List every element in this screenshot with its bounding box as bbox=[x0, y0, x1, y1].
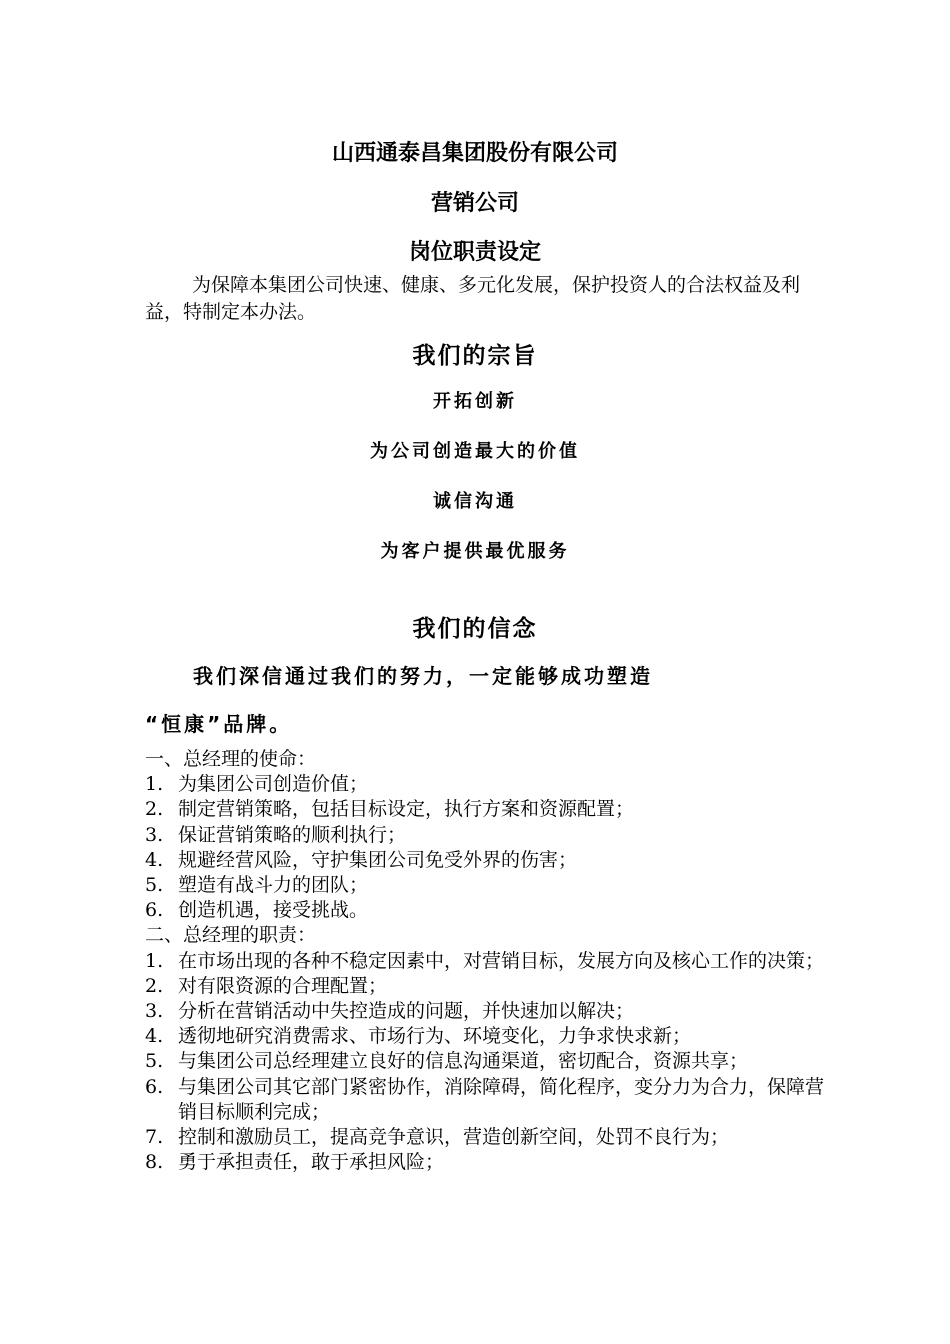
purpose-line-4: 为客户提供最优服务 bbox=[380, 541, 570, 562]
duty-item: 2. 对有限资源的合理配置； bbox=[145, 974, 388, 997]
duty-item: 4. 透彻地研究消费需求、市场行为、环境变化，力争求快求新； bbox=[145, 1025, 692, 1048]
duty-item: 3. 分析在营销活动中失控造成的问题，并快速加以解决； bbox=[145, 1000, 635, 1023]
document-title: 岗位职责设定 bbox=[408, 239, 541, 265]
company-title: 山西通泰昌集团股份有限公司 bbox=[331, 140, 618, 166]
duty-list bbox=[145, 747, 825, 1175]
duty-item: 7. 控制和激励员工，提高竞争意识，营造创新空间，处罚不良行为； bbox=[145, 1126, 730, 1149]
mission-item: 3. 保证营销策略的顺利执行； bbox=[145, 823, 407, 846]
belief-heading: 我们的信念 bbox=[412, 616, 538, 642]
purpose-heading: 我们的宗旨 bbox=[412, 343, 538, 369]
department-title: 营销公司 bbox=[430, 190, 519, 216]
purpose-line-1: 开拓创新 bbox=[433, 391, 517, 412]
mission-item: 1. 为集团公司创造价值； bbox=[145, 773, 369, 796]
purpose-line-3: 诚信沟通 bbox=[433, 491, 517, 512]
duty-item: 6. 与集团公司其它部门紧密协作，消除障碍，简化程序，变分力为合力，保障营销目标顺利完成； bbox=[145, 1075, 825, 1123]
duty-item: 1. 在市场出现的各种不稳定因素中，对营销目标，发展方向及核心工作的决策； bbox=[145, 949, 825, 972]
mission-item: 5. 塑造有战斗力的团队； bbox=[145, 874, 369, 897]
intro-paragraph: 为保障本集团公司快速、健康、多元化发展，保护投资人的合法权益及利益，特制定本办法。 bbox=[145, 274, 801, 323]
mission-heading: 一、总经理的使命： bbox=[145, 748, 317, 770]
mission-item: 6. 创造机遇，接受挑战。 bbox=[145, 899, 369, 922]
belief-line-1: 我们深信通过我们的努力，一定能够成功塑造 bbox=[193, 664, 653, 688]
mission-item: 4. 规避经营风险，守护集团公司免受外界的伤害； bbox=[145, 848, 578, 871]
belief-line-2: “恒康”品牌。 bbox=[145, 712, 293, 736]
duty-item: 5. 与集团公司总经理建立良好的信息沟通渠道，密切配合，资源共享； bbox=[145, 1050, 749, 1073]
duty-item: 8. 勇于承担责任，敢于承担风险； bbox=[145, 1151, 445, 1174]
mission-item: 2. 制定营销策略，包括目标设定，执行方案和资源配置； bbox=[145, 798, 635, 821]
purpose-line-2: 为公司创造最大的价值 bbox=[370, 441, 580, 462]
duties-heading: 二、总经理的职责： bbox=[145, 924, 317, 947]
